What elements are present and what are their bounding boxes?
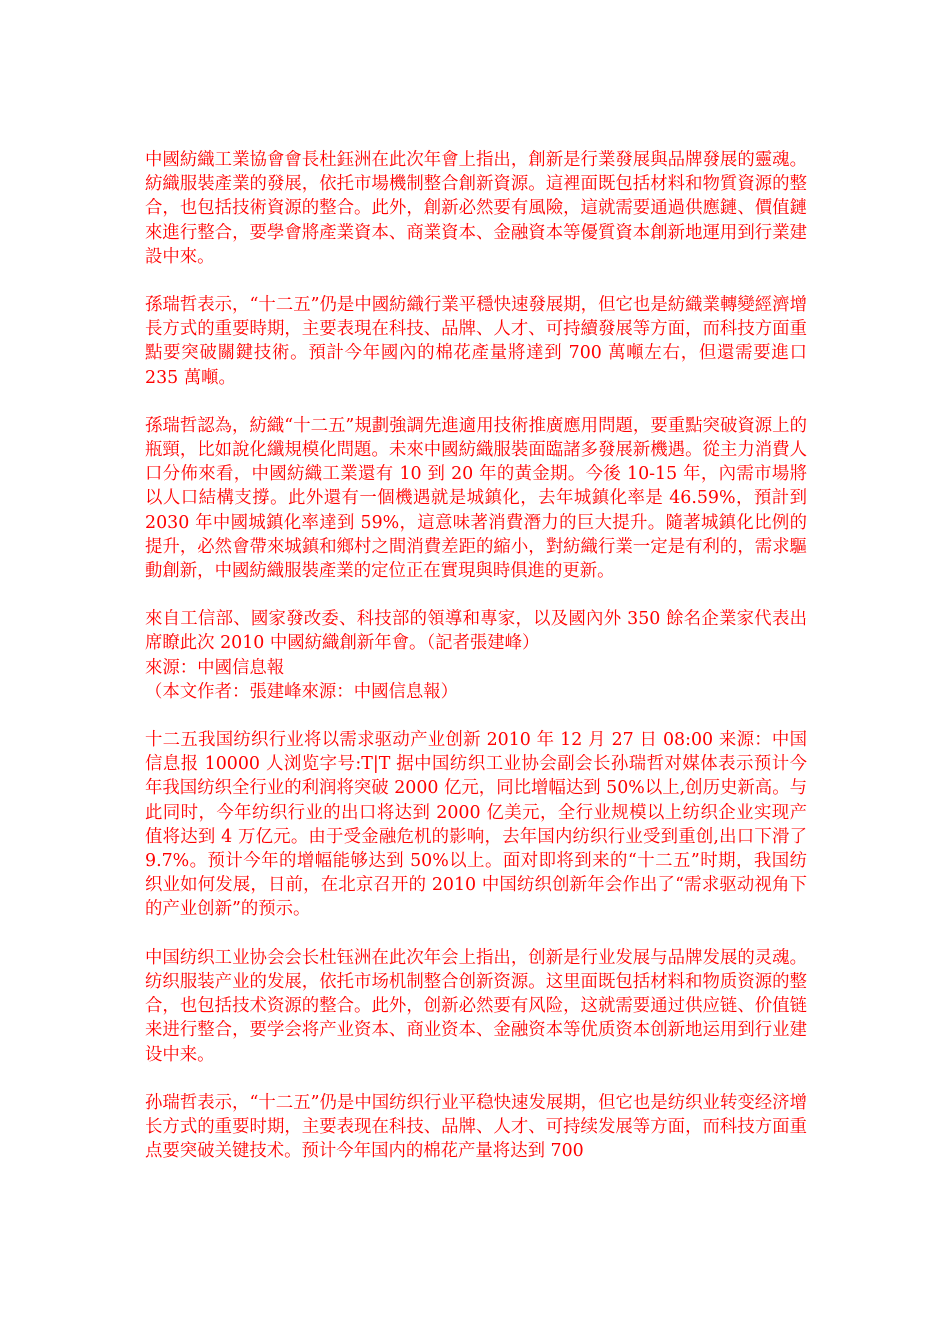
paragraph-innovation-traditional: 中國紡織工業協會會長杜鈺洲在此次年會上指出，創新是行業發展與品牌發展的靈魂。紡織服裝產業的發展，依托市場機制整合創新資源。這裡面既包括材料和物質資源的整合，也包括技術資源的整合。此外，創新必然要有風險，這就需要通過供應鏈、價值鏈來進行整合，要學會將產業資本、商業資本、金融資本等優質資本創新地運用到行業建設中來。 [145, 150, 807, 267]
paragraph-gap [145, 1067, 807, 1091]
paragraph-news-intro-simplified: 十二五我国纺织行业将以需求驱动产业创新 2010 年 12 月 27 日 08:00 来源：中国信息报 10000 人浏览字号:T|T 据中国纺织工业协会副会长孙瑞哲对媒体表示预计今年我国纺织全行业的利润将突破 2000 亿元，同比增幅达到 50%以上,创历史新高。与此同时，今年纺织行业的出口将达到 2000 亿美元，全行业规模以上纺织企业实现产值将达到 4 万亿元。由于受金融危机的影响，去年国内纺织行业受到重创,出口下滑了 9.7%。预计今年的增幅能够达到 50%以上。面对即将到来的“十二五”时期，我国纺织业如何发展，日前，在北京召开的 2010 中国纺织创新年会作出了“需求驱动视角下的产业创新”的预示。 [145, 730, 807, 920]
paragraph-gap [145, 583, 807, 607]
paragraph-gap [145, 922, 807, 946]
paragraph-attendees-source [145, 607, 807, 704]
paragraph-innovation-simplified: 中国纺织工业协会会长杜钰洲在此次年会上指出，创新是行业发展与品牌发展的灵魂。纺织服装产业的发展，依托市场机制整合创新资源。这里面既包括材料和物质资源的整合，也包括技术资源的整合。此外，创新必然要有风险，这就需要通过供应链、价值链来进行整合，要学会将产业资本、商业资本、金融资本等优质资本创新地运用到行业建设中来。 [145, 947, 807, 1065]
paragraph-sun-ruizhe-statement-traditional: 孫瑞哲表示，“十二五”仍是中國紡織行業平穩快速發展期，但它也是紡織業轉變經濟增長方式的重要時期，主要表現在科技、品牌、人才、可持續發展等方面，而科技方面重點要突破關鍵技術。預計今年國內的棉花產量將達到 700 萬噸左右，但還需要進口 235 萬噸。 [145, 295, 807, 388]
paragraph-sun-ruizhe-opinion-traditional: 孫瑞哲認為，紡織“十二五”規劃強調先進適用技術推廣應用問題，要重點突破資源上的瓶頸，比如說化纖規模化問題。未來中國紡織服裝面臨諸多發展新機遇。從主力消費人口分佈來看，中國紡織工業還有 10 到 20 年的黃金期。今後 10-15 年，內需市場將以人口結構支撐。此外還有一個機遇就是城鎮化，去年城鎮化率是 46.59%，預計到 2030 年中國城鎮化率達到 59%，這意味著消費潛力的巨大提升。隨著城鎮化比例的提升，必然會帶來城鎮和鄉村之間消費差距的縮小，對紡織行業一定是有利的，需求驅動創新，中國紡織服裝產業的定位正在實現與時俱進的更新。 [145, 415, 807, 582]
paragraph-gap [145, 390, 807, 414]
paragraph-gap [145, 269, 807, 293]
paragraph-sun-ruizhe-statement-simplified: 孙瑞哲表示，“十二五”仍是中国纺织行业平稳快速发展期，但它也是纺织业转变经济增长方式的重要时期，主要表现在科技、品牌、人才、可持续发展等方面，而科技方面重点要突破关键技术。预计今年国内的棉花产量将达到 700 [145, 1092, 807, 1162]
source-line: 來源：中國信息報 [145, 657, 285, 678]
attendees-line: 來自工信部、國家發改委、科技部的領導和專家，以及國內外 350 餘名企業家代表出席瞭此次 2010 中國紡織創新年會。（記者張建峰） [145, 609, 807, 654]
author-line: （本文作者：張建峰來源：中國信息報） [145, 681, 459, 702]
document-page [145, 148, 807, 1163]
paragraph-gap [145, 704, 807, 728]
